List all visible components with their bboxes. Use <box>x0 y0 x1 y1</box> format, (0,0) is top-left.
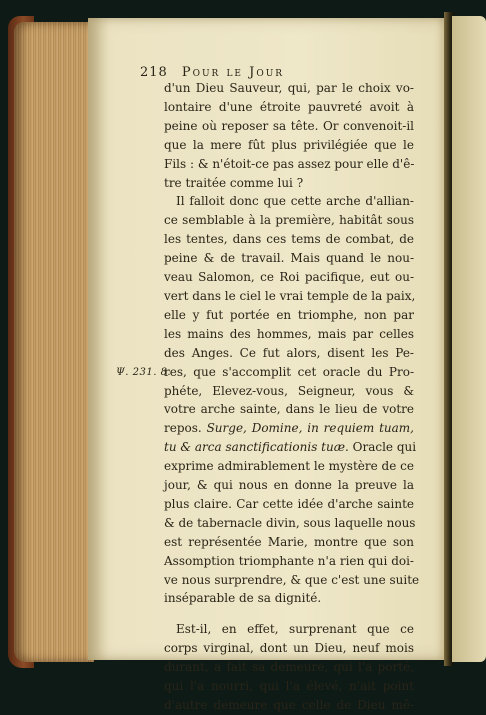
paragraph-gap <box>164 608 414 620</box>
text-line: est représentée Marie, montre que son <box>164 534 414 549</box>
text-line: res, que s'accomplit cet oracle du Pro- <box>164 364 414 379</box>
latin-suffix: Oracle qui <box>352 440 417 455</box>
text-line: Assomption triomphante n'a rien qui doi- <box>164 553 414 568</box>
latin-line <box>164 419 414 438</box>
text-line: les mains des hommes, mais par celles <box>164 326 414 341</box>
latin-quote: Surge, Domine, in requiem tuam, <box>206 421 414 436</box>
facing-page-edge <box>452 16 486 662</box>
text-line: ve nous surprendre, & que c'est une suite <box>164 572 420 587</box>
text-line: durant, a fait sa demeure, qui l'a porté, <box>164 660 414 675</box>
text-line: qui l'a nourri, qui l'a élevé, n'ait point <box>164 679 414 694</box>
text-line: exprime admirablement le mystère de ce <box>164 459 414 474</box>
text-line: inséparable de sa dignité. <box>164 591 322 606</box>
latin-quote: tu & arca sanctificationis tuæ. <box>164 440 349 455</box>
running-title: Pour le Jour <box>181 65 285 80</box>
text-line: Il falloit donc que cette arche d'allian- <box>176 194 414 209</box>
text-line: peine & de travail. Mais quand le nou- <box>164 251 414 266</box>
text-line: Est-il, en effet, surprenant que ce <box>176 622 414 637</box>
page-edges <box>14 22 94 662</box>
text-line: votre arche sainte, dans le lieu de votre <box>164 402 414 417</box>
text-line: des Anges. Ce fut alors, disent les Pe- <box>164 345 414 360</box>
page-header <box>140 65 370 80</box>
text-line: lontaire d'une étroite pauvreté avoit à <box>164 99 414 114</box>
latin-line <box>164 438 417 457</box>
text-line: & de tabernacle divin, sous laquelle nous <box>164 515 416 530</box>
text-line: Fils : & n'étoit-ce pas assez pour elle d'ê- <box>164 156 415 171</box>
text-line: d'autre demeure que celle de Dieu mê- <box>164 698 414 712</box>
margin-note: Ψ. 231. 8. <box>116 367 172 378</box>
text-line: phéte, Elevez-vous, Seigneur, vous & <box>164 383 414 398</box>
text-line: plus claire. Car cette idée d'arche sainte <box>164 496 414 511</box>
text-line: jour, & qui nous en donne la preuve la <box>164 478 414 493</box>
text-line: les tentes, dans ces tems de combat, de <box>164 232 414 247</box>
text-line: ce semblable à la première, habitât sous <box>164 213 414 228</box>
body-text <box>164 79 420 715</box>
text-line: tre traitée comme lui ? <box>164 175 304 190</box>
text-line: corps virginal, dont un Dieu, neuf mois <box>164 641 414 656</box>
latin-prefix: repos. <box>164 421 202 436</box>
text-line: vert dans le ciel le vrai temple de la paix, <box>164 288 416 303</box>
text-line: que la mere fût plus privilégiée que le <box>164 137 414 152</box>
text-line: d'un Dieu Sauveur, qui, par le choix vo- <box>164 81 414 95</box>
text-line: peine où reposer sa tête. Or convenoit-il <box>164 118 414 133</box>
text-line: veau Salomon, ce Roi pacifique, eut ou- <box>164 270 414 285</box>
text-line: elle y fut portée en triomphe, non par <box>164 307 414 322</box>
page-number: 218 <box>140 65 168 80</box>
